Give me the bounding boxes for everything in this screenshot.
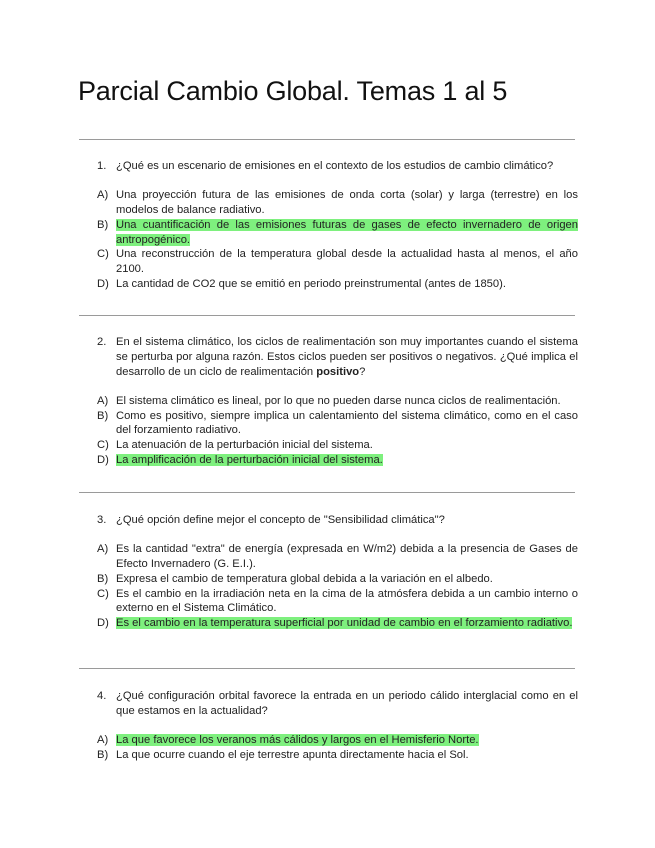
answer-option-c	[79, 587, 578, 617]
question-text: En el sistema climático, los ciclos de realimentación son muy importantes cuando el sistema se perturba por alguna razón. Estos ciclos pueden ser positivos o negativos. ¿Qué implica el desarrollo de un ciclo de realimentación positivo?	[116, 336, 578, 378]
option-letter: A)	[97, 734, 109, 747]
answer-option-a	[79, 542, 578, 572]
correct-answer-highlight: Es el cambio en la temperatura superficial por unidad de cambio en el forzamiento radiativo.	[116, 617, 573, 630]
answer-option-a	[79, 394, 578, 409]
divider	[79, 139, 575, 140]
option-letter: C)	[97, 439, 109, 452]
option-letter: C)	[97, 587, 109, 600]
option-text: El sistema climático es lineal, por lo que no pueden darse nunca ciclos de realimentación.	[116, 394, 561, 407]
question-number: 4.	[97, 690, 107, 702]
answer-option-b-correct	[79, 218, 578, 248]
question-number: 2.	[97, 336, 107, 348]
option-text: La cantidad de CO2 que se emitió en periodo preinstrumental (antes de 1850).	[116, 278, 506, 291]
question-number: 1.	[97, 160, 107, 172]
option-letter: A)	[97, 394, 109, 407]
option-letter: B)	[97, 572, 109, 585]
question-text: ¿Qué configuración orbital favorece la entrada en un periodo cálido interglacial como en el que estamos en la actualidad?	[116, 690, 578, 717]
option-text: La atenuación de la perturbación inicial del sistema.	[116, 439, 373, 452]
option-letter: D)	[97, 278, 109, 291]
divider	[79, 668, 575, 669]
option-letter: D)	[97, 617, 109, 630]
option-letter: C)	[97, 248, 109, 261]
divider	[79, 315, 575, 316]
question-1	[79, 159, 578, 292]
question-3	[79, 513, 578, 631]
answer-option-a-correct	[79, 733, 578, 748]
option-letter: B)	[97, 409, 109, 422]
option-text: Una reconstrucción de la temperatura global desde la actualidad hasta al menos, el año 2100.	[116, 248, 578, 276]
correct-answer-highlight: Una cuantificación de las emisiones futuras de gases de efecto invernadero de origen antropogénico.	[116, 218, 578, 246]
answer-option-b	[79, 748, 578, 763]
answer-option-d-correct	[79, 453, 578, 468]
option-text: Es la cantidad "extra" de energía (expresada en W/m2) debida a la presencia de Gases de Efecto Invernadero (G. E.I.).	[116, 543, 578, 571]
page-title: Parcial Cambio Global. Temas 1 al 5	[78, 76, 508, 106]
question-number: 3.	[97, 514, 107, 526]
answer-option-d	[79, 277, 578, 292]
option-letter: D)	[97, 454, 109, 467]
question-text: ¿Qué opción define mejor el concepto de "Sensibilidad climática"?	[116, 514, 445, 526]
question-text: ¿Qué es un escenario de emisiones en el contexto de los estudios de cambio climático?	[116, 160, 554, 172]
correct-answer-highlight: La que favorece los veranos más cálidos y largos en el Hemisferio Norte.	[116, 734, 479, 747]
answer-option-d-correct	[79, 616, 578, 631]
question-2	[79, 335, 578, 468]
correct-answer-highlight: La amplificación de la perturbación inicial del sistema.	[116, 454, 383, 467]
option-letter: B)	[97, 218, 109, 231]
option-text: Una proyección futura de las emisiones de onda corta (solar) y larga (terrestre) en los modelos de balance radiativo.	[116, 189, 578, 217]
option-letter: B)	[97, 748, 109, 761]
option-letter: A)	[97, 543, 109, 556]
option-text: Expresa el cambio de temperatura global debida a la variación en el albedo.	[116, 572, 493, 585]
option-text: Es el cambio en la irradiación neta en la cima de la atmósfera debida a un cambio interno o externo en el Sistema Climático.	[116, 587, 578, 615]
divider	[79, 492, 575, 493]
answer-option-c	[79, 438, 578, 453]
answer-option-a	[79, 188, 578, 218]
answer-option-b	[79, 572, 578, 587]
answer-option-b	[79, 409, 578, 439]
option-letter: A)	[97, 189, 109, 202]
option-text: La que ocurre cuando el eje terrestre apunta directamente hacia el Sol.	[116, 748, 469, 761]
option-text: Como es positivo, siempre implica un calentamiento del sistema climático, como en el caso del forzamiento radiativo.	[116, 409, 578, 437]
answer-option-c	[79, 247, 578, 277]
question-4	[79, 689, 578, 763]
